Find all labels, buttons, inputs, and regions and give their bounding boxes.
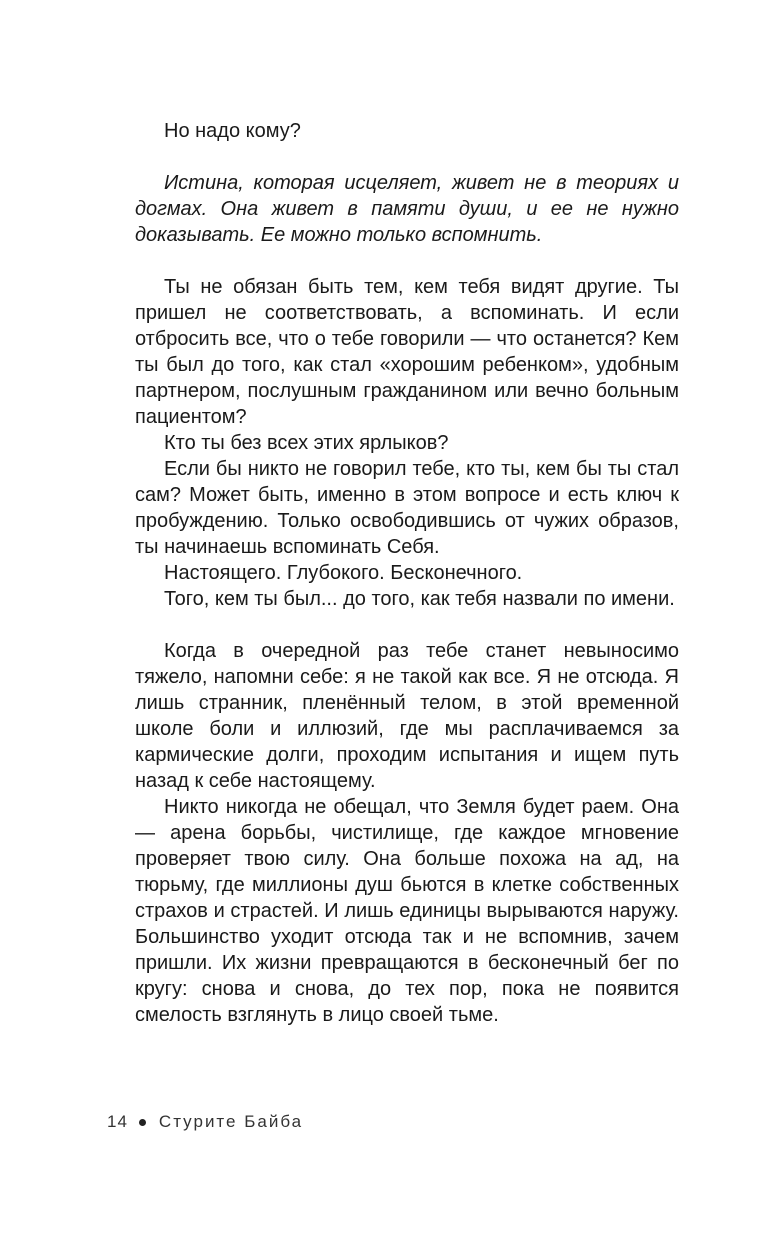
paragraph: Но надо кому? — [164, 120, 301, 142]
body-text — [135, 118, 679, 1028]
paragraph: Того, кем ты был... до того, как тебя назвали по имени. — [164, 588, 675, 610]
paragraph: Ты не обязан быть тем, кем тебя видят другие. Ты пришел не соответствовать, а вспоминать. И если отбросить все, что о тебе говорили — что останется? Кем ты был до того, как стал «хорошим ребенком», удобным партнером, послушным гражданином или вечно больным пациентом? — [135, 276, 679, 428]
page-number: 14 — [107, 1112, 128, 1131]
italic-paragraph: Истина, которая исцеляет, живет не в теориях и догмах. Она живет в памяти души, и ее не нужно доказывать. Ее можно только вспомнить. — [135, 172, 679, 246]
paragraph: Настоящего. Глубокого. Бесконечного. — [164, 562, 523, 584]
running-author: Стурите Байба — [158, 1112, 304, 1131]
bullet-icon — [139, 1119, 146, 1126]
paragraph: Кто ты без всех этих ярлыков? — [164, 432, 449, 454]
paragraph: Когда в очередной раз тебе станет невыносимо тяжело, напомни себе: я не такой как все. Я не отсюда. Я лишь странник, пленённый телом, в этой временной школе боли и иллюзий, где мы расплачиваемся за кармические долги, проходим испытания и ищем путь назад к себе настоящему. — [135, 640, 679, 792]
paragraph-gap — [135, 144, 679, 170]
paragraph-gap — [135, 248, 679, 274]
paragraph-gap — [135, 612, 679, 638]
paragraph: Если бы никто не говорил тебе, кто ты, кем бы ты стал сам? Может быть, именно в этом вопросе и есть ключ к пробуждению. Только освободившись от чужих образов, ты начинаешь вспоминать Себя. — [135, 458, 679, 558]
paragraph: Никто никогда не обещал, что Земля будет раем. Она — арена борьбы, чистилище, где каждое мгновение проверяет твою силу. Она больше похожа на ад, на тюрьму, где миллионы душ бьются в клетке собственных страхов и страстей. И лишь единицы вырываются наружу. Большинство уходит отсюда так и не вспомнив, зачем пришли. Их жизни превращаются в бесконечный бег по кругу: снова и снова, до тех пор, пока не появится смелость взглянуть в лицо своей тьме. — [135, 796, 679, 1026]
page-footer — [107, 1112, 303, 1132]
